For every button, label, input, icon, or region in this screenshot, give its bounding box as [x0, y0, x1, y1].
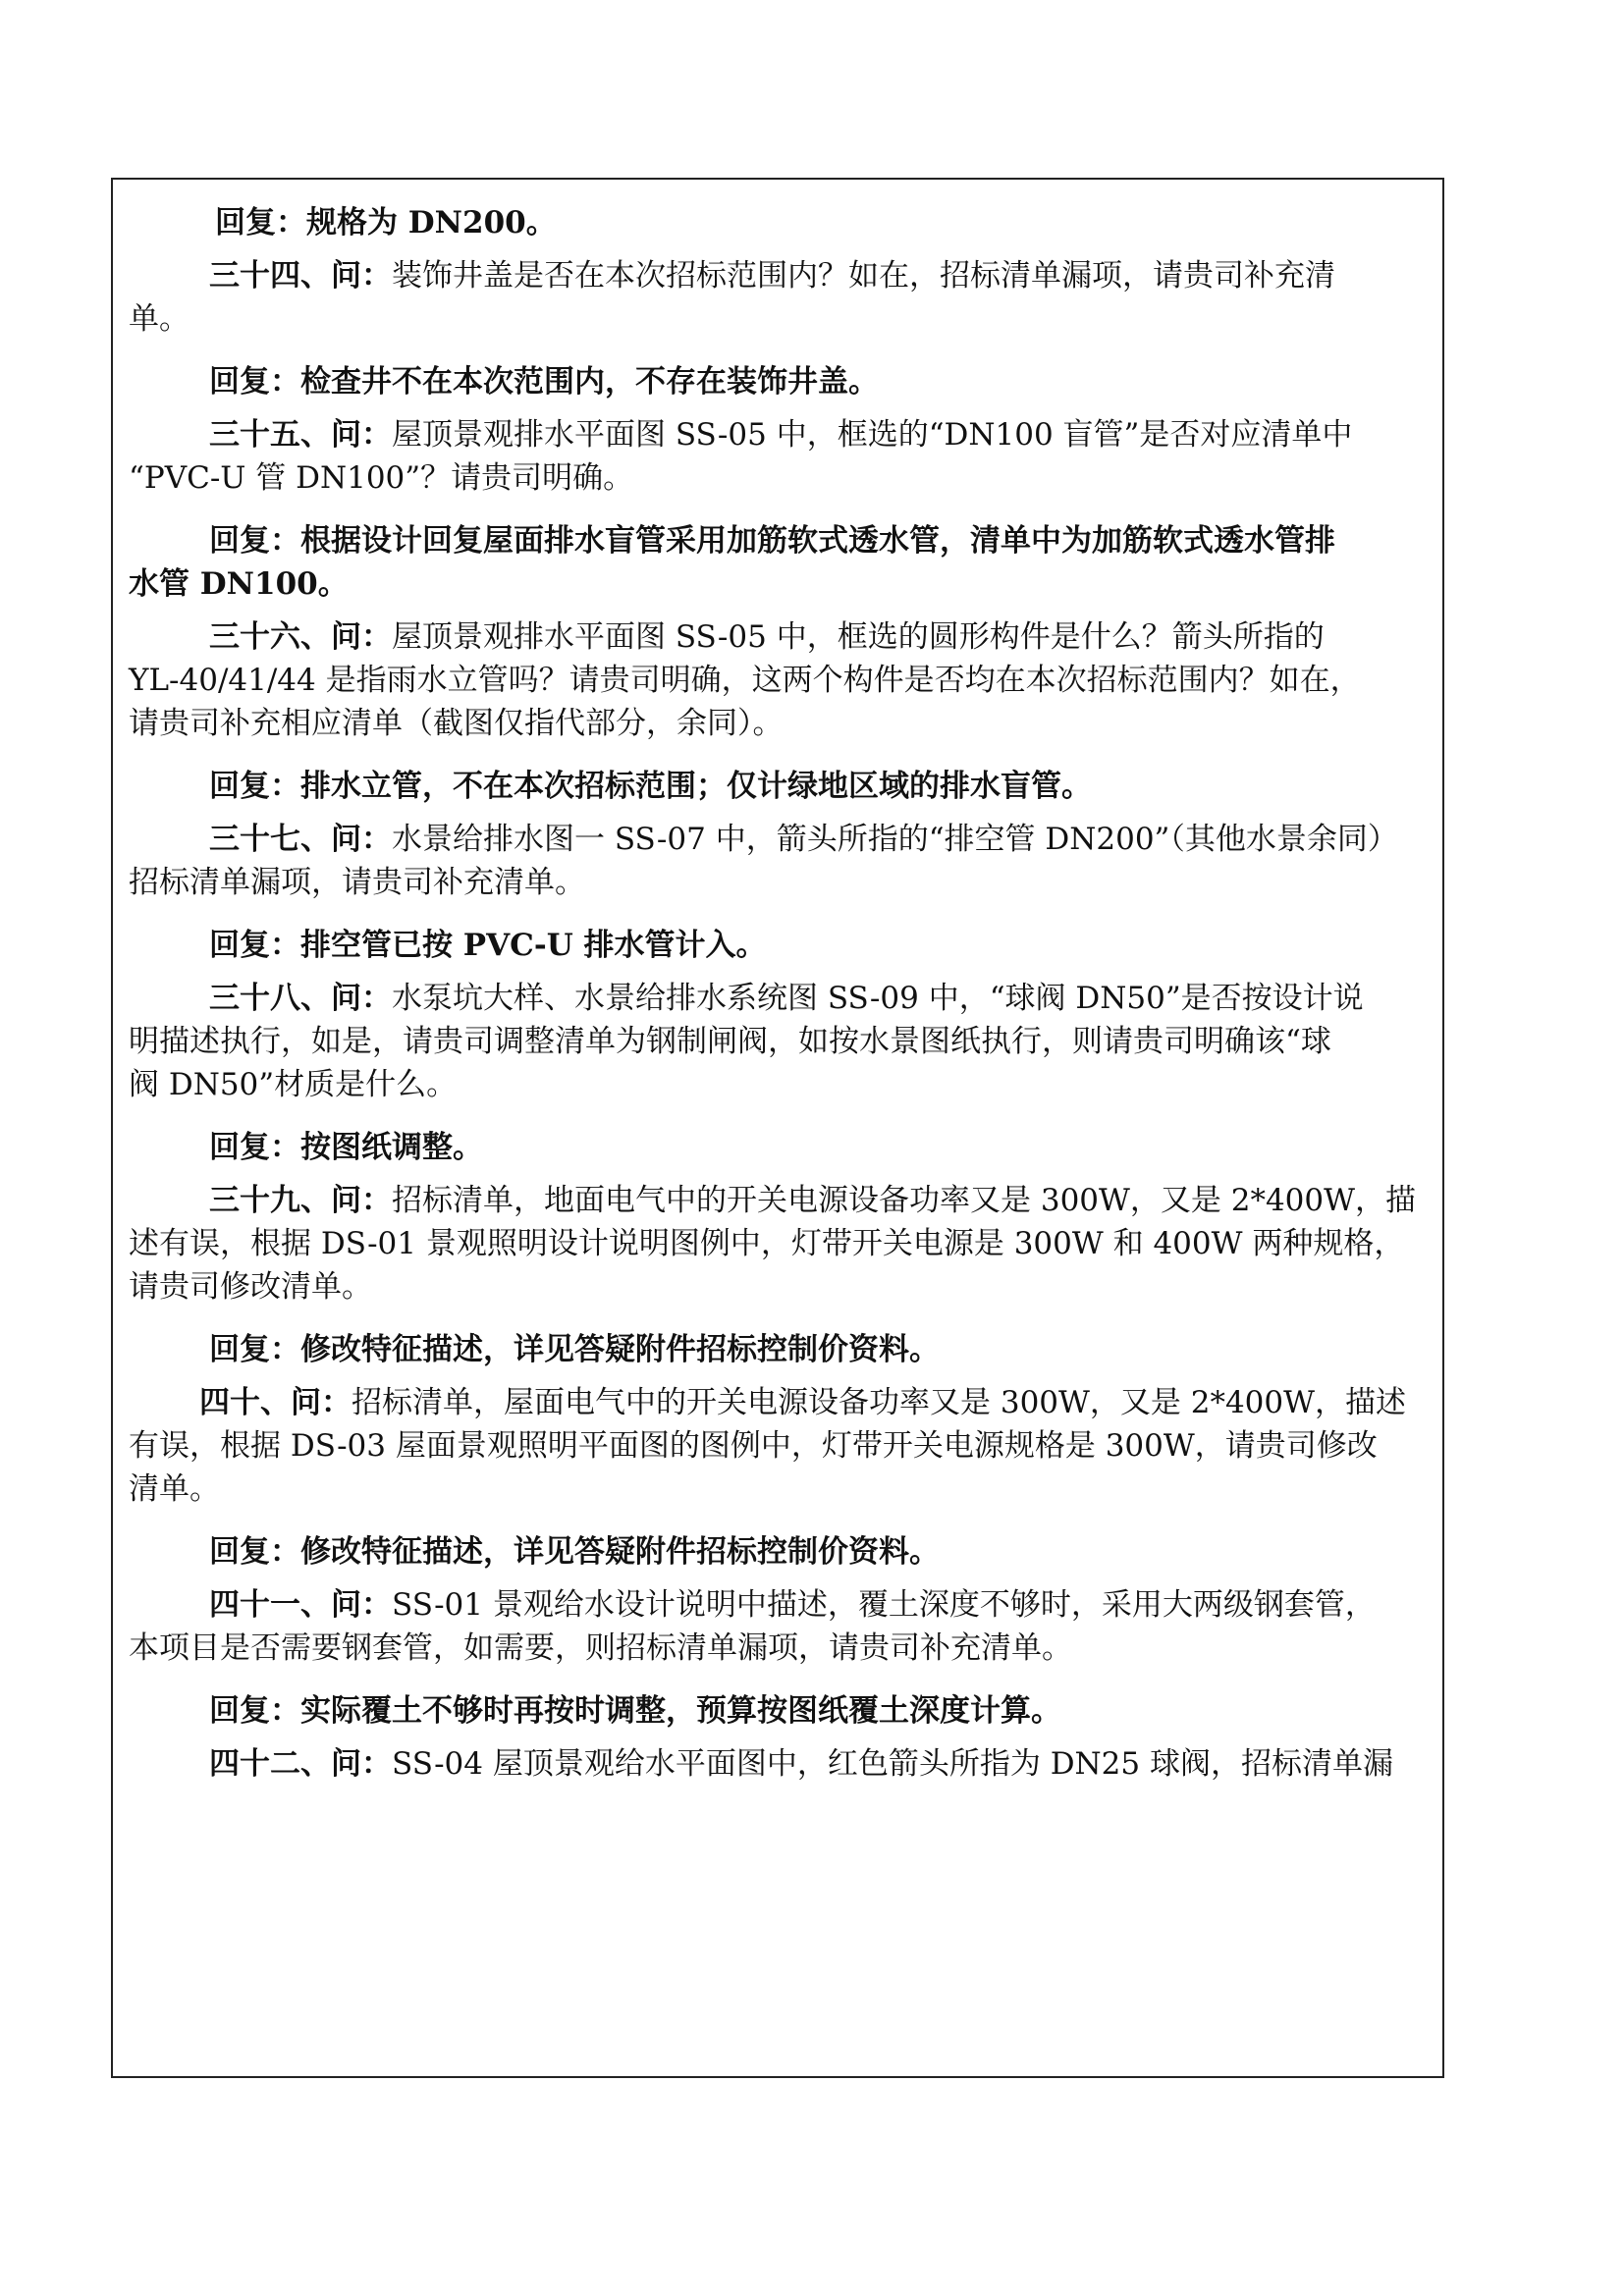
question-line — [129, 254, 1429, 297]
question-block — [129, 413, 1429, 500]
question-label: 三十八、问： — [209, 981, 392, 1016]
question-line: 有误，根据 DS-03 屋面景观照明平面图的图例中，灯带开关电源规格是 300W，请贵司修改 — [129, 1428, 1378, 1464]
question-label: 三十五、问： — [209, 417, 392, 453]
question-label: 三十六、问： — [209, 619, 392, 655]
question-block — [129, 254, 1429, 341]
question-line: 述有误，根据 DS-01 景观照明设计说明图例中，灯带开关电源是 300W 和 400W 两种规格， — [129, 1226, 1405, 1261]
question-label: 三十七、问： — [209, 822, 392, 857]
document-frame — [111, 178, 1444, 2078]
answer-line: 回复：排空管已按 PVC-U 排水管计入。 — [209, 928, 767, 963]
question-text: 水泵坑大样、水景给排水系统图 SS-09 中，“球阀 DN50”是否按设计说 — [392, 981, 1364, 1016]
answer-line: 回复：按图纸调整。 — [209, 1130, 483, 1165]
question-line — [129, 1583, 1429, 1627]
question-line — [129, 1381, 1429, 1424]
question-label: 三十九、问： — [209, 1183, 392, 1218]
question-text: SS-01 景观给水设计说明中描述，覆土深度不够时，采用大两级钢套管， — [392, 1587, 1376, 1623]
answer-line: 回复：修改特征描述，详见答疑附件招标控制价资料。 — [209, 1332, 940, 1367]
question-block — [129, 1742, 1429, 1786]
question-block — [129, 1583, 1429, 1670]
answer-line: 回复：排水立管，不在本次招标范围；仅计绿地区域的排水盲管。 — [209, 769, 1092, 804]
question-line — [129, 977, 1429, 1020]
answer-line: 回复：修改特征描述，详见答疑附件招标控制价资料。 — [209, 1534, 940, 1570]
question-line: YL-40/41/44 是指雨水立管吗？请贵司明确，这两个构件是否均在本次招标范围内？如在， — [129, 663, 1361, 698]
question-line: 明描述执行，如是，请贵司调整清单为钢制闸阀，如按水景图纸执行，则请贵司明确该“球 — [129, 1024, 1331, 1059]
question-line: 阀 DN50”材质是什么。 — [129, 1067, 458, 1102]
question-line — [129, 818, 1429, 861]
question-line: 请贵司修改清单。 — [129, 1269, 372, 1305]
question-text: SS-04 屋顶景观给水平面图中，红色箭头所指为 DN25 球阀，招标清单漏 — [392, 1746, 1393, 1782]
question-text: 屋顶景观排水平面图 SS-05 中，框选的圆形构件是什么？箭头所指的 — [392, 619, 1325, 655]
question-line: 清单。 — [129, 1471, 220, 1507]
question-block — [129, 977, 1429, 1106]
question-line — [129, 413, 1429, 456]
question-line: 本项目是否需要钢套管，如需要，则招标清单漏项，请贵司补充清单。 — [129, 1630, 1072, 1666]
question-text: 水景给排水图一 SS-07 中，箭头所指的“排空管 DN200”（其他水景余同） — [392, 822, 1398, 857]
question-label: 四十、问： — [199, 1385, 352, 1420]
answer-line: 水管 DN100。 — [129, 566, 349, 602]
question-block — [129, 1179, 1429, 1308]
question-line: 招标清单漏项，请贵司补充清单。 — [129, 865, 585, 900]
question-label: 四十一、问： — [209, 1587, 392, 1623]
answer-line: 回复：检查井不在本次范围内，不存在装饰井盖。 — [209, 364, 879, 400]
answer-line: 回复：根据设计回复屋面排水盲管采用加筋软式透水管，清单中为加筋软式透水管排 — [209, 523, 1335, 559]
answer-line: 回复：实际覆土不够时再按时调整，预算按图纸覆土深度计算。 — [209, 1693, 1061, 1729]
answer-block — [129, 519, 1429, 606]
question-line: 单。 — [129, 301, 189, 337]
question-block — [129, 1381, 1429, 1511]
question-line — [129, 1742, 1429, 1786]
question-text: 屋顶景观排水平面图 SS-05 中，框选的“DN100 盲管”是否对应清单中 — [392, 417, 1353, 453]
question-line — [129, 615, 1429, 659]
question-line: “PVC-U 管 DN100”？请贵司明确。 — [129, 460, 634, 496]
question-line: 请贵司补充相应清单（截图仅指代部分，余同）。 — [129, 706, 784, 741]
question-text: 装饰井盖是否在本次招标范围内？如在，招标清单漏项，请贵司补充清 — [392, 258, 1335, 294]
question-label: 四十二、问： — [209, 1746, 392, 1782]
answer-line: 回复：规格为 DN200。 — [215, 205, 557, 240]
question-block — [129, 615, 1429, 745]
question-label: 三十四、问： — [209, 258, 392, 294]
question-line — [129, 1179, 1429, 1222]
question-text: 招标清单，屋面电气中的开关电源设备功率又是 300W，又是 2*400W，描述 — [352, 1385, 1406, 1420]
question-block — [129, 818, 1429, 904]
question-text: 招标清单，地面电气中的开关电源设备功率又是 300W，又是 2*400W，描 — [392, 1183, 1416, 1218]
